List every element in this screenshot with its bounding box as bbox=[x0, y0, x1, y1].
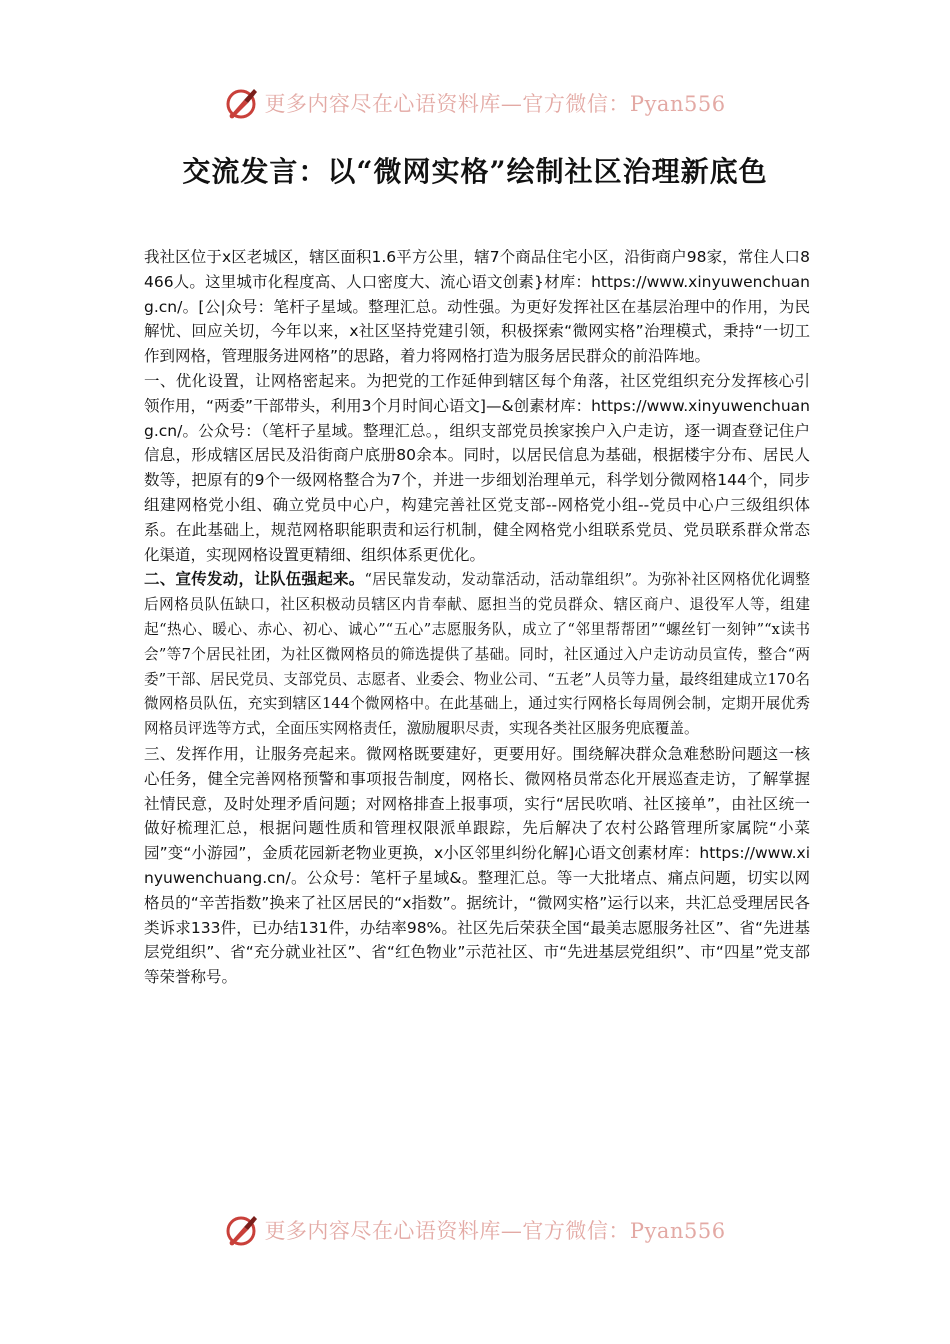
banner-text: 更多内容尽在心语资料库—官方微信：Pyan556 bbox=[264, 92, 726, 116]
banner-text: 更多内容尽在心语资料库—官方微信：Pyan556 bbox=[264, 1219, 726, 1243]
document-body bbox=[144, 245, 810, 990]
brush-logo-icon bbox=[224, 85, 260, 121]
footer-banner bbox=[0, 1210, 950, 1250]
paragraph-intro: 我社区位于x区老城区，辖区面积1.6平方公里，辖7个商品住宅小区，沿街商户98家，常住人口8466人。这里城市化程度高、人口密度大、流心语文创素}材库：https://www.xinyuwenchuang.cn/。[公|众号：笔杆子星域。整理汇总。动性强。为更好发挥社区在基层治理中的作用，为民解忧、回应关切，今年以来，x社区坚持党建引领，积极探索“微网实格”治理模式，秉持“一切工作到网格，管理服务进网格”的思路，着力将网格打造为服务居民群众的前沿阵地。 bbox=[144, 248, 810, 366]
section-2-body: “居民靠发动，发动靠活动，活动靠组织”。为弥补社区网格优化调整后网格员队伍缺口，社区积极动员辖区内肯奉献、愿担当的党员群众、辖区商户、退役军人等，组建起“热心、暖心、赤心、初心、诚心”“五心”志愿服务队，成立了“邻里帮帮团”“螺丝钉一刻钟”“x读书会”等7个居民社团，为社区微网格员的筛选提供了基础。同时，社区通过入户走访动员宣传，整合“两委”干部、居民党员、支部党员、志愿者、业委会、物业公司、“五老”人员等力量，最终组建成立170名微网格员队伍，充实到辖区144个微网格中。在此基础上，通过实行网格长每周例会制，定期开展优秀网格员评选等方式，全面压实网格责任，激励履职尽责，实现各类社区服务兜底覆盖。 bbox=[144, 571, 810, 738]
paragraph-section-2 bbox=[144, 567, 810, 742]
paragraph-section-1: 一、优化设置，让网格密起来。为把党的工作延伸到辖区每个角落，社区党组织充分发挥核心引领作用，“两委”干部带头，利用3个月时间心语文]—&创素材库：https://www.xinyuwenchuang.cn/。公众号：（笔杆子星域。整理汇总。，组织支部党员挨家挨户入户走访，逐一调查登记住户信息，形成辖区居民及沿街商户底册80余本。同时，以居民信息为基础，根据楼宇分布、居民人数等，把原有的9个一级网格整合为7个，并进一步细划治理单元，科学划分微网格144个，同步组建网格党小组、确立党员中心户，构建完善社区党支部--网格党小组--党员中心户三级组织体系。在此基础上，规范网格职能职责和运行机制，健全网格党小组联系党员、党员联系群众常态化渠道，实现网格设置更精细、组织体系更优化。 bbox=[144, 371, 810, 564]
document-title: 交流发言：以“微网实格”绘制社区治理新底色 bbox=[182, 155, 768, 188]
header-banner bbox=[0, 83, 950, 123]
section-2-heading: 二、宣传发动，让队伍强起来。 bbox=[144, 570, 365, 589]
brush-logo-icon bbox=[224, 1212, 260, 1248]
paragraph-section-3: 三、发挥作用，让服务亮起来。微网格既要建好，更要用好。围绕解决群众急难愁盼问题这一核心任务，健全完善网格预警和事项报告制度，网格长、微网格员常态化开展巡查走访，了解掌握社情民意，及时处理矛盾问题；对网格排查上报事项，实行“居民吹哨、社区接单”，由社区统一做好梳理汇总，根据问题性质和管理权限派单跟踪，先后解决了农村公路管理所家属院“小菜园”变“小游园”，金质花园新老物业更换，x小区邻里纠纷化解]心语文创素材库：https://www.xinyuwenchuang.cn/。公众号：笔杆子星域&。整理汇总。等一大批堵点、痛点问题，切实以网格员的“辛苦指数”换来了社区居民的“x指数”。据统计，“微网实格”运行以来，共汇总受理居民各类诉求133件，已办结131件，办结率98%。社区先后荣获全国“最美志愿服务社区”、省“先进基层党组织”、省“充分就业社区”、省“红色物业”示范社区、市“先进基层党组织”、市“四星”党支部等荣誉称号。 bbox=[144, 744, 810, 987]
